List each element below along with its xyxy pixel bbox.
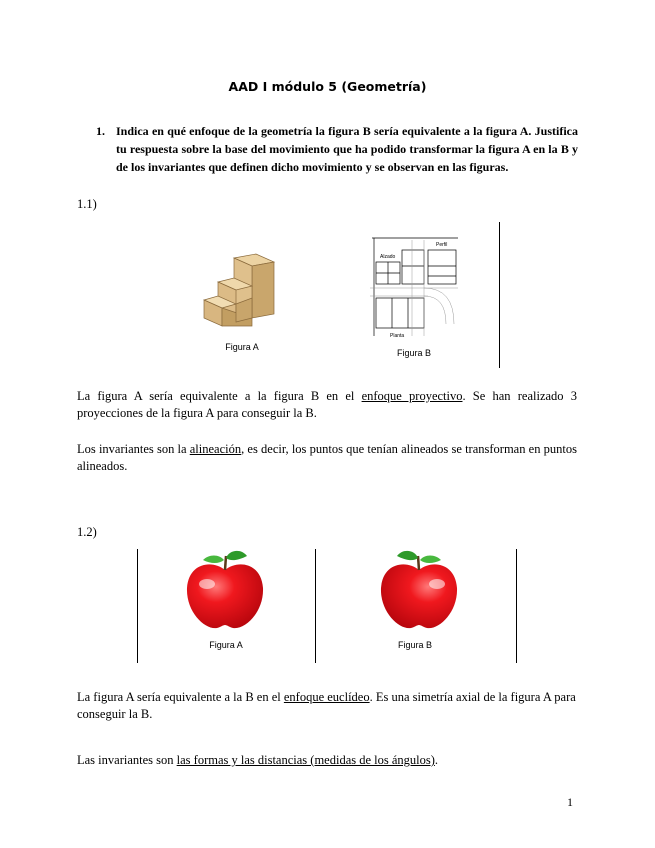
section1-paragraph-2: Los invariantes son la alineación, es decir, los puntos que tenían alineados se transforman en puntos alineados. [77,442,577,473]
section-label-1-2: 1.2) [77,525,97,539]
section-label-1-1: 1.1) [77,197,97,211]
section2-paragraph-1: La figura A sería equivalente a la B en el enfoque euclídeo. Es una simetría axial de la figura A para conseguir la B. [77,690,576,721]
figure-a-apple-image [183,550,267,632]
question-number: 1. [96,124,105,138]
figure-b-projections-drawing [368,236,460,340]
question-1 [96,122,578,176]
label-alzado: Alzado [380,254,396,260]
section1-paragraph-1: La figura A sería equivalente a la figura B en el enfoque proyectivo. Se han realizado 3 proyecciones de la figura A para conseguir la B. [77,389,577,420]
figure-a-caption-1: Figura A [225,342,259,352]
vertical-divider-3 [315,549,316,663]
page-number: 1 [567,795,573,809]
page-title: AAD I módulo 5 (Geometría) [228,79,427,94]
vertical-divider-1 [499,222,500,368]
label-planta: Planta [390,333,405,339]
label-perfil: Perfil [436,242,448,248]
vertical-divider-2 [137,549,138,663]
link-enfoque-proyectivo: enfoque proyectivo [361,389,463,403]
link-enfoque-euclideo: enfoque euclídeo [283,690,370,704]
section2-paragraph-2: Las invariantes son las formas y las distancias (medidas de los ángulos). [77,753,439,767]
figure-a-caption-2: Figura A [209,640,243,650]
figure-b-apple-image [377,550,461,632]
figure-b-caption-1: Figura B [396,348,431,358]
link-alineacion: alineación [189,442,242,456]
question-text: Indica en qué enfoque de la geometría la figura B sería equivalente a la figura A. Justifica tu respuesta sobre la base del movimiento que ha podido transformar la figura A en la B y de los invariantes que definen dicho movimiento y se observan en las figuras. [116,124,578,174]
figure-a-stairs-image [198,252,276,332]
figure-b-caption-2: Figura B [397,640,432,650]
vertical-divider-4 [516,549,517,663]
link-formas-distancias: las formas y las distancias (medidas de los ángulos) [176,753,435,767]
